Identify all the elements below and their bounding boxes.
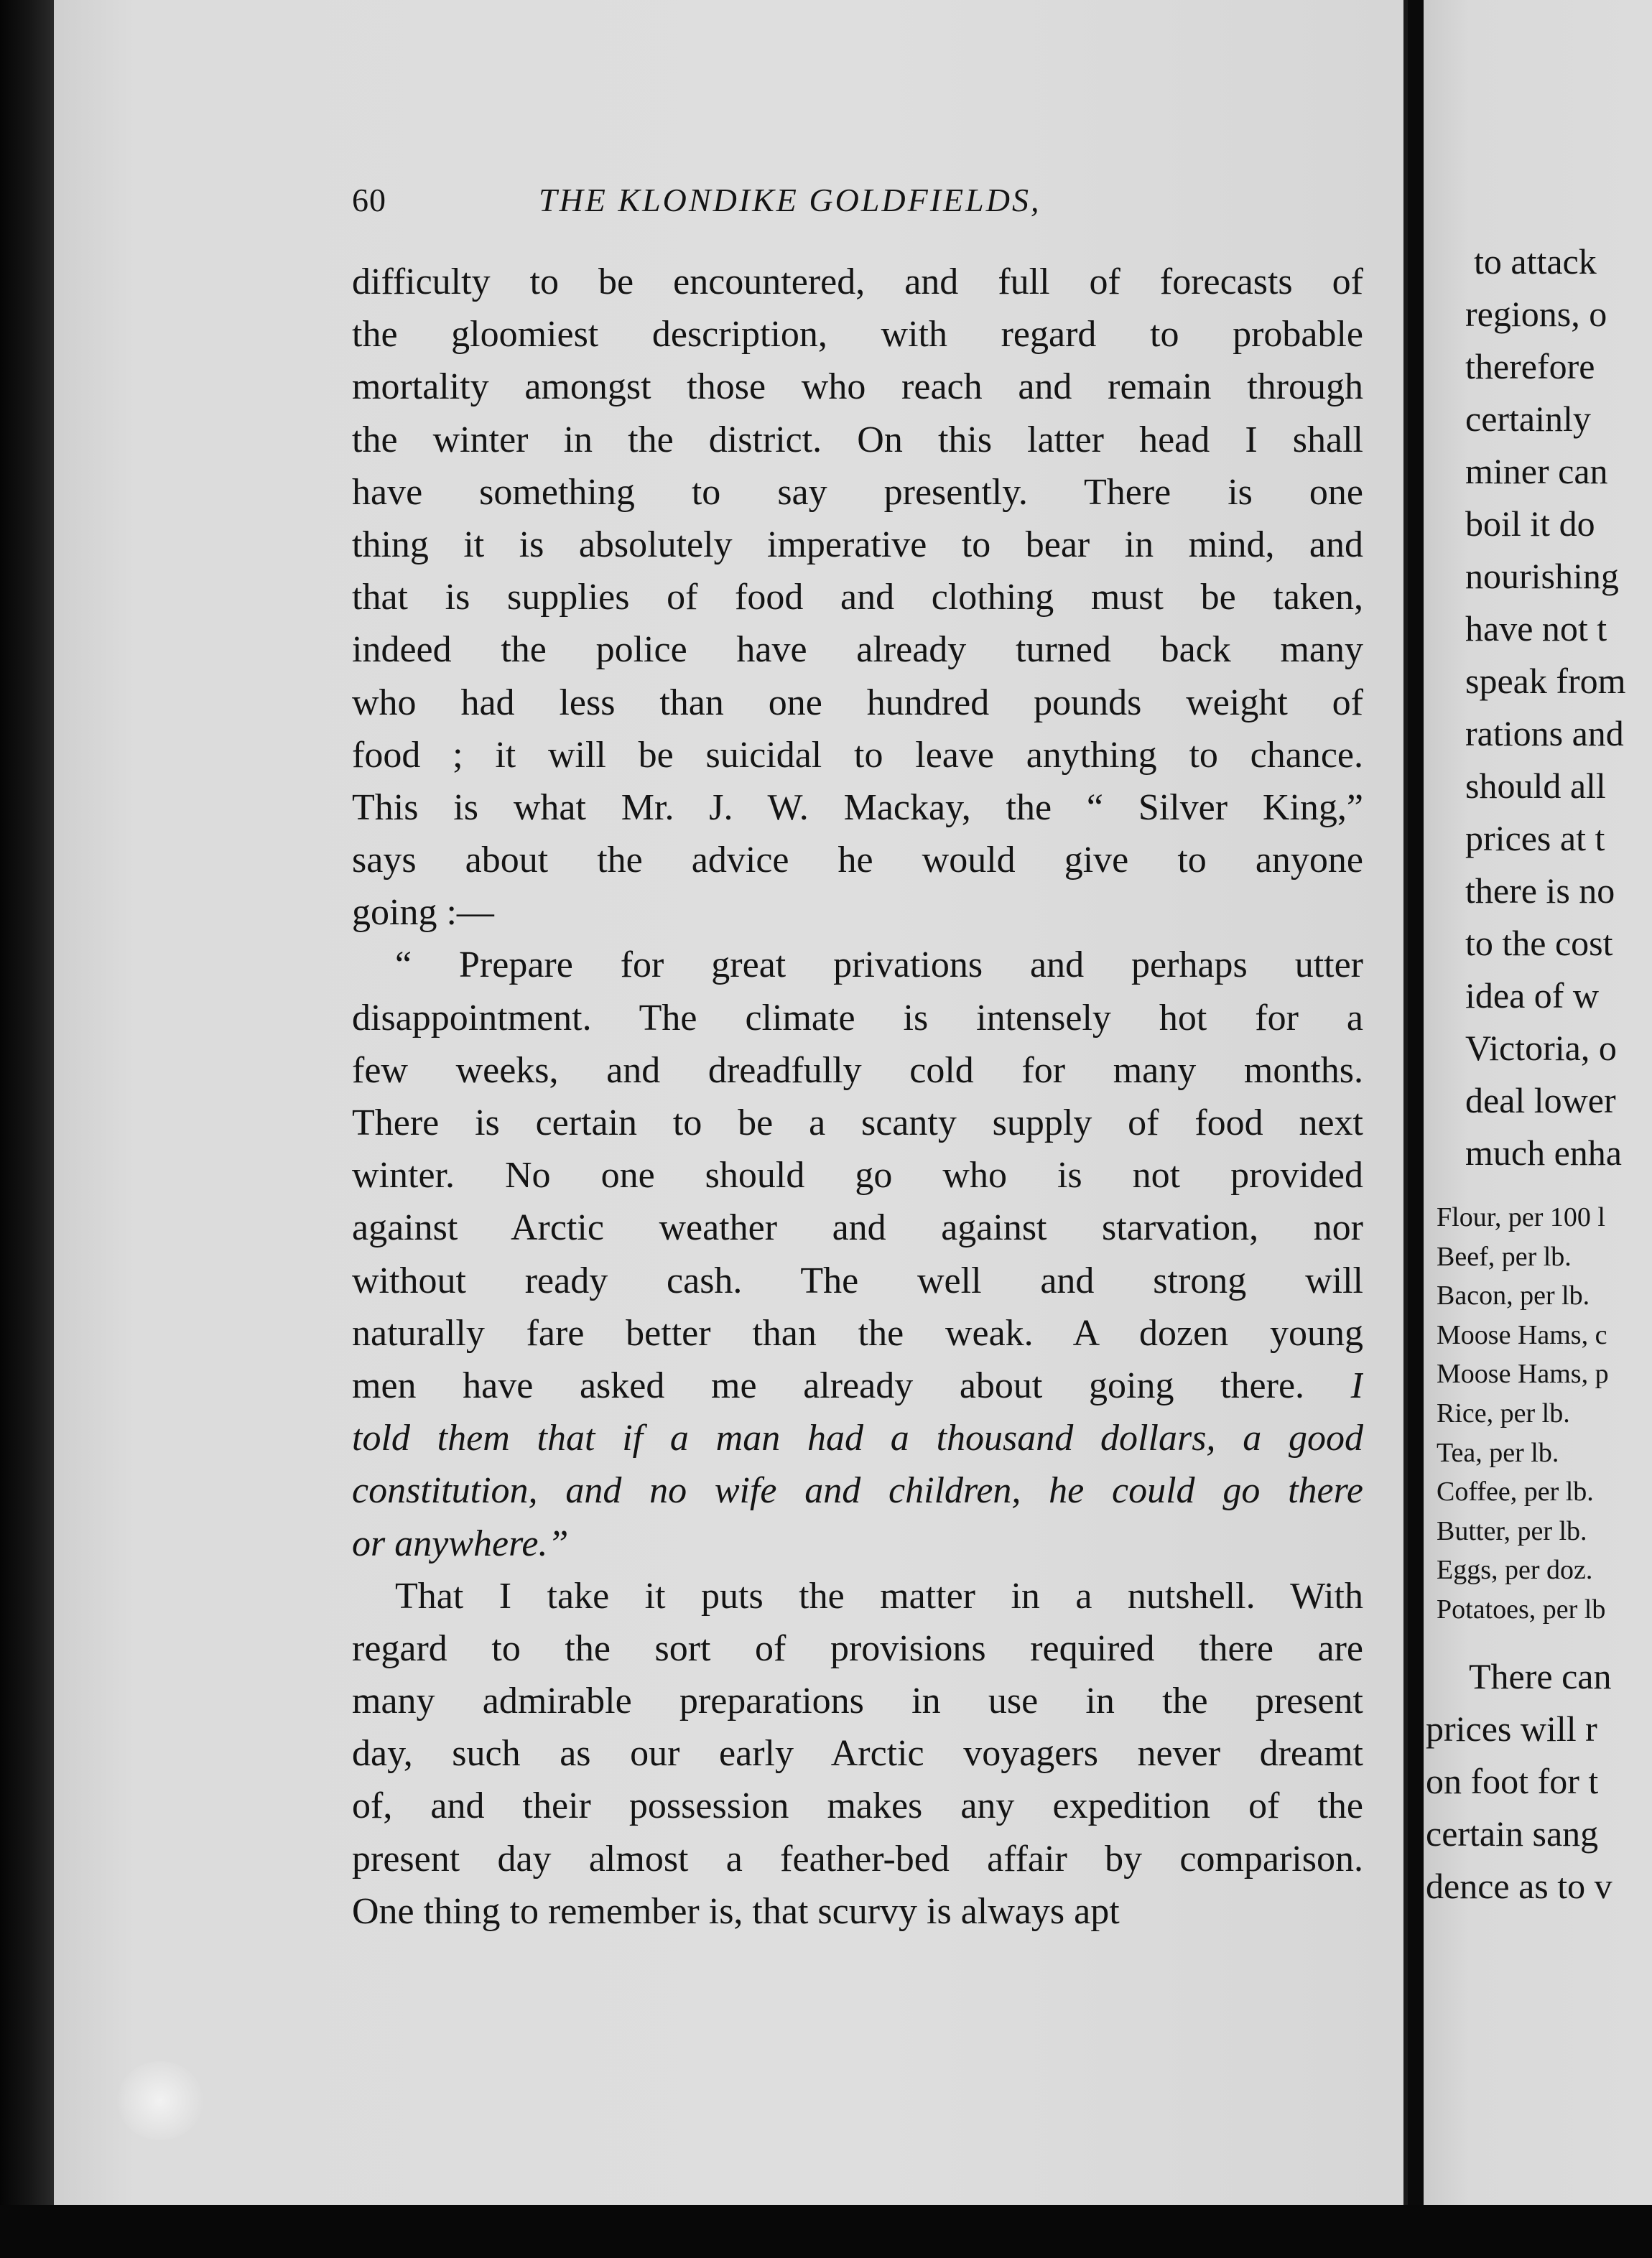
- right-text-line: much enha: [1465, 1133, 1622, 1173]
- price-table-row: Coffee, per lb.: [1437, 1477, 1594, 1507]
- text-line: many admirable preparations in use in the present: [352, 1681, 1363, 1722]
- right-text-line: certain sang: [1426, 1813, 1599, 1854]
- price-table-row: Beef, per lb.: [1437, 1241, 1572, 1272]
- right-text-line: dence as to v: [1426, 1866, 1612, 1906]
- right-text-line: therefore: [1465, 346, 1595, 386]
- text-line: winter. No one should go who is not provided: [352, 1155, 1363, 1197]
- price-table-row: Tea, per lb.: [1437, 1437, 1559, 1468]
- right-text-line: regions, o: [1465, 294, 1607, 334]
- right-text-line: should all: [1465, 766, 1606, 806]
- scan-edge-left: [0, 0, 54, 2258]
- running-head: [352, 181, 1358, 219]
- price-table-row: Moose Hams, p: [1437, 1359, 1609, 1390]
- right-page-price-table: [1437, 1198, 1652, 1630]
- text-line: regard to the sort of provisions required there are: [352, 1627, 1363, 1669]
- text-line: that is supplies of food and clothing must be taken,: [352, 577, 1363, 618]
- right-text-line: There can: [1469, 1656, 1612, 1696]
- right-text-line: boil it do: [1465, 503, 1595, 544]
- right-text-line: on foot for t: [1426, 1761, 1599, 1801]
- text-line: says about the advice he would give to anyone: [352, 840, 1363, 881]
- text-line: who had less than one hundred pounds weight of: [352, 682, 1363, 723]
- text-line: or anywhere.”: [352, 1523, 569, 1564]
- right-text-line: nourishing: [1465, 556, 1619, 596]
- right-page-text-bottom: [1426, 1650, 1652, 1913]
- text-line: against Arctic weather and against starvation, nor: [352, 1207, 1363, 1249]
- text-line: men have asked me already about going there. I: [352, 1365, 1363, 1406]
- right-page-text-top: [1465, 236, 1652, 1179]
- price-table-row: Butter, per lb.: [1437, 1515, 1587, 1546]
- text-line: told them that if a man had a thousand dollars, a good: [352, 1418, 1363, 1459]
- text-line: This is what Mr. J. W. Mackay, the “ Silver King,”: [352, 786, 1363, 828]
- text-line: difficulty to be encountered, and full of forecasts of: [352, 261, 1363, 302]
- scan-bottom-edge: [0, 2205, 1652, 2258]
- price-table-row: Bacon, per lb.: [1437, 1281, 1590, 1311]
- price-table-row: Flour, per 100 l: [1437, 1202, 1605, 1232]
- text-line: the gloomiest description, with regard to probable: [352, 314, 1363, 356]
- right-text-line: Victoria, o: [1465, 1028, 1617, 1068]
- price-table-row: Potatoes, per lb: [1437, 1594, 1606, 1625]
- right-text-line: miner can: [1465, 451, 1608, 491]
- italic-fragment: I: [1350, 1365, 1363, 1406]
- right-text-line: certainly: [1465, 399, 1591, 439]
- right-text-line: prices at t: [1465, 818, 1605, 858]
- text-line: disappointment. The climate is intensely hot for a: [352, 997, 1363, 1039]
- text-line: have something to say presently. There is one: [352, 471, 1363, 513]
- price-table-row: Rice, per lb.: [1437, 1398, 1570, 1428]
- text-line: food ; it will be suicidal to leave anything to chance.: [352, 734, 1363, 776]
- text-line: the winter in the district. On this latter head I shall: [352, 419, 1363, 460]
- text-line: That I take it puts the matter in a nutshell. With: [395, 1575, 1363, 1617]
- right-text-line: idea of w: [1465, 975, 1600, 1016]
- text-line: mortality amongst those who reach and remain through: [352, 366, 1363, 408]
- text-line: day, such as our early Arctic voyagers never dreamt: [352, 1733, 1363, 1775]
- text-line: going :—: [352, 892, 494, 934]
- right-text-line: have not t: [1465, 608, 1607, 649]
- text-line: One thing to remember is, that scurvy is always apt: [352, 1890, 1120, 1932]
- text-line: of, and their possession makes any expedition of the: [352, 1785, 1363, 1827]
- right-text-line: speak from: [1465, 661, 1626, 701]
- text-line: without ready cash. The well and strong will: [352, 1260, 1363, 1301]
- text-line: thing it is absolutely imperative to bear in mind, and: [352, 524, 1363, 565]
- body-text: [352, 256, 1363, 1938]
- right-text-line: to attack: [1474, 241, 1597, 282]
- text-line: few weeks, and dreadfully cold for many months.: [352, 1049, 1363, 1091]
- right-text-line: there is no: [1465, 870, 1615, 911]
- right-text-line: prices will r: [1426, 1709, 1597, 1749]
- price-table-row: Moose Hams, c: [1437, 1319, 1607, 1350]
- right-text-line: deal lower: [1465, 1080, 1616, 1120]
- running-head-title: THE KLONDIKE GOLDFIELDS,: [539, 182, 1041, 218]
- book-gutter: [1408, 0, 1424, 2258]
- paper-smudge: [117, 2061, 203, 2140]
- page-number: 60: [352, 182, 386, 218]
- text-line: indeed the police have already turned back many: [352, 629, 1363, 671]
- text-line: “ Prepare for great privations and perhaps utter: [395, 944, 1363, 986]
- text-line: naturally fare better than the weak. A dozen young: [352, 1312, 1363, 1354]
- price-table-row: Eggs, per doz.: [1437, 1555, 1593, 1586]
- text-line: present day almost a feather-bed affair by comparison.: [352, 1838, 1363, 1880]
- text-line: There is certain to be a scanty supply of food next: [352, 1102, 1363, 1143]
- right-text-line: rations and: [1465, 713, 1624, 753]
- right-text-line: to the cost: [1465, 923, 1613, 963]
- text-line: constitution, and no wife and children, he could go there: [352, 1470, 1363, 1512]
